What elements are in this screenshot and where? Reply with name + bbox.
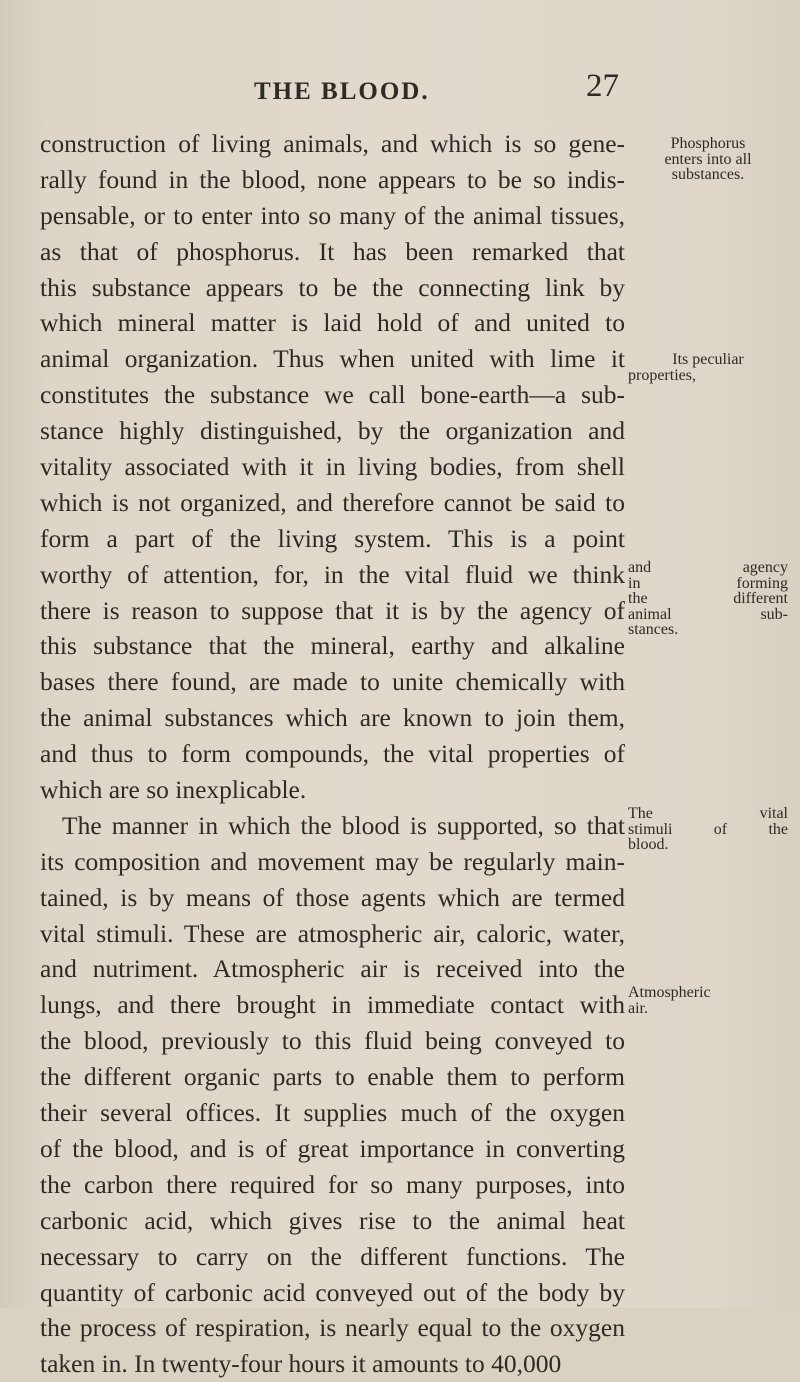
text-line: and thus to form compounds, the vital properties of [40,739,625,769]
text-line: quantity of carbonic acid conveyed out of the body by [40,1277,625,1307]
text-line: the different organic parts to enable them to perform [40,1062,625,1092]
text-line: the carbon there required for so many purposes, into [40,1169,625,1199]
text-line: vitality associated with it in living bodies, from shell [40,452,625,482]
text-line: there is reason to suppose that it is by the agency of [40,595,625,625]
text-line: tained, is by means of those agents which are termed [40,882,625,912]
text-line: this substance appears to be the connecting link by [40,272,625,302]
text-line: bases there found, are made to unite chemically with [40,667,625,697]
text-line: constitutes the substance we call bone-earth—a sub- [40,380,625,410]
running-title: THE BLOOD. [254,78,430,105]
margin-note-agency [628,560,788,638]
text-line: of the blood, and is of great importance in converting [40,1133,625,1163]
text-line: rally found in the blood, none appears to be so indis- [40,164,625,194]
margin-note-line: Atmospheric [628,984,711,1001]
text-line: necessary to carry on the different functions. The [40,1241,625,1271]
body-text [40,126,625,1382]
margin-note-line: stimuli of the [628,820,788,838]
margin-note-line: blood. [628,836,669,853]
text-line: carbonic acid, which gives rise to the animal heat [40,1205,625,1235]
text-line: as that of phosphorus. It has been remarked that [40,236,625,266]
margin-note-line: Its peculiar [672,351,744,368]
margin-note-line: animal sub- [628,605,788,623]
text-line-paragraph-start: The manner in which the blood is supported, so that [62,810,625,840]
margin-note-line: properties, [628,366,696,384]
text-line: and nutriment. Atmospheric air is received into the [40,954,625,984]
text-line: taken in. In twenty-four hours it amounts to 40,000 [40,1349,562,1379]
text-line: vital stimuli. These are atmospheric air, caloric, water, [40,918,625,948]
margin-note-line: the different [628,590,788,607]
margin-note-line: Phosphorus [670,135,746,152]
text-line: worthy of attention, for, in the vital fluid we think [40,559,625,589]
text-line: lungs, and there brought in immediate contact with [40,990,625,1020]
text-line: this substance that the mineral, earthy and alkaline [40,631,625,661]
text-line: pensable, or to enter into so many of the animal tissues, [40,200,625,230]
page-number: 27 [586,68,619,104]
margin-note-phosphorus [628,136,788,183]
margin-note-line: and agency [628,559,788,576]
margin-note-peculiar-properties [628,352,788,383]
text-line: which mineral matter is laid hold of and united to [40,308,625,338]
margin-note-line: in forming [628,574,788,592]
text-line: construction of living animals, and which is so gene- [40,129,625,158]
text-line: which is not organized, and therefore cannot be said to [40,487,625,517]
text-line: animal organization. Thus when united with lime it [40,344,625,374]
text-line: their several offices. It supplies much of the oxygen [40,1098,625,1128]
text-line: the blood, previously to this fluid being conveyed to [40,1026,625,1056]
margin-note-atmospheric-air [628,985,788,1016]
margin-note-line: The vital [628,805,788,822]
margin-note-line: enters into all [664,150,752,168]
text-line: the animal substances which are known to join them, [40,703,625,733]
text-line: stance highly distinguished, by the organization and [40,416,625,446]
margin-note-line: air. [628,999,648,1017]
margin-note-line: substances. [671,166,745,183]
text-line: the process of respiration, is nearly equal to the oxygen [40,1313,625,1343]
text-line: its composition and movement may be regularly main- [40,846,625,876]
text-line-paragraph-end: which are so inexplicable. [40,775,307,805]
margin-note-vital-stimuli [628,806,788,853]
text-line: form a part of the living system. This is a point [40,523,625,553]
page-header [0,68,800,114]
margin-note-line: stances. [628,621,679,638]
